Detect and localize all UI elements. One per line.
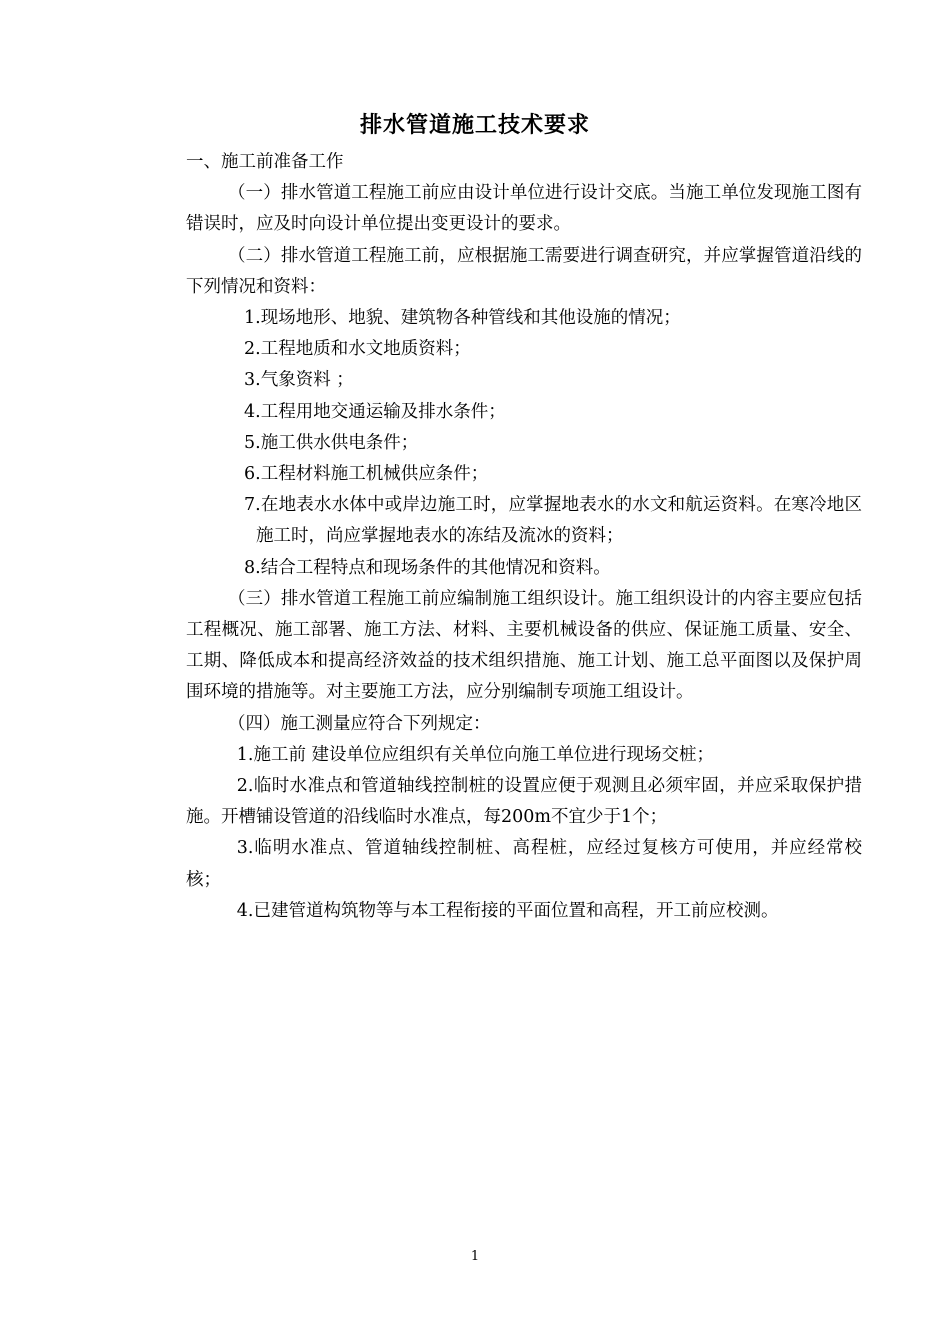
document-body: [186, 147, 862, 927]
list-item: 2.临时水准点和管道轴线控制桩的设置应便于观测且必须牢固，并应采取保护措施。开槽铺设管道的沿线临时水准点，每200m不宜少于1个；: [186, 776, 862, 828]
paragraph-1: （一）排水管道工程施工前应由设计单位进行设计交底。当施工单位发现施工图有错误时，应及时向设计单位提出变更设计的要求。: [186, 183, 862, 235]
page-number: 1: [470, 1249, 480, 1264]
list-item: 3.气象资料 ；: [244, 370, 354, 391]
list-item: 1.现场地形、地貌、建筑物各种管线和其他设施的情况；: [244, 308, 681, 329]
list-item: 6.工程材料施工机械供应条件；: [244, 464, 489, 485]
paragraph-2: （二）排水管道工程施工前，应根据施工需要进行调查研究，并应掌握管道沿线的下列情况和资料：: [186, 245, 862, 297]
list-item: 3.临明水准点、管道轴线控制桩、高程桩，应经过复核方可使用，并应经常校核；: [186, 838, 862, 890]
list-item: 5.施工供水供电条件；: [244, 432, 419, 453]
list-item: 7.在地表水水体中或岸边施工时，应掌握地表水的水文和航运资料。在寒冷地区施工时，尚应掌握地表水的冻结及流冰的资料；: [244, 495, 862, 547]
document-title: 排水管道施工技术要求: [359, 113, 590, 138]
section-heading: 一、施工前准备工作: [186, 152, 344, 172]
paragraph-3: （三）排水管道工程施工前应编制施工组织设计。施工组织设计的内容主要应包括工程概况、施工部署、施工方法、材料、主要机械设备的供应、保证施工质量、安全、工期、降低成本和提高经济效益的技术组织措施、施工计划、施工总平面图以及保护周围环境的措施等。对主要施工方法，应分别编制专项施工组设计。: [186, 588, 862, 703]
list-item: 2.工程地质和水文地质资料；: [244, 339, 471, 360]
list-item: 4.工程用地交通运输及排水条件；: [244, 401, 506, 422]
list-item: 1.施工前 建设单位应组织有关单位向施工单位进行现场交桩；: [236, 744, 715, 765]
list-item: 4.已建管道构筑物等与本工程衔接的平面位置和高程，开工前应校测。: [236, 900, 779, 921]
list-item: 8.结合工程特点和现场条件的其他情况和资料。: [244, 557, 611, 578]
paragraph-4: （四）施工测量应符合下列规定：: [228, 713, 491, 734]
